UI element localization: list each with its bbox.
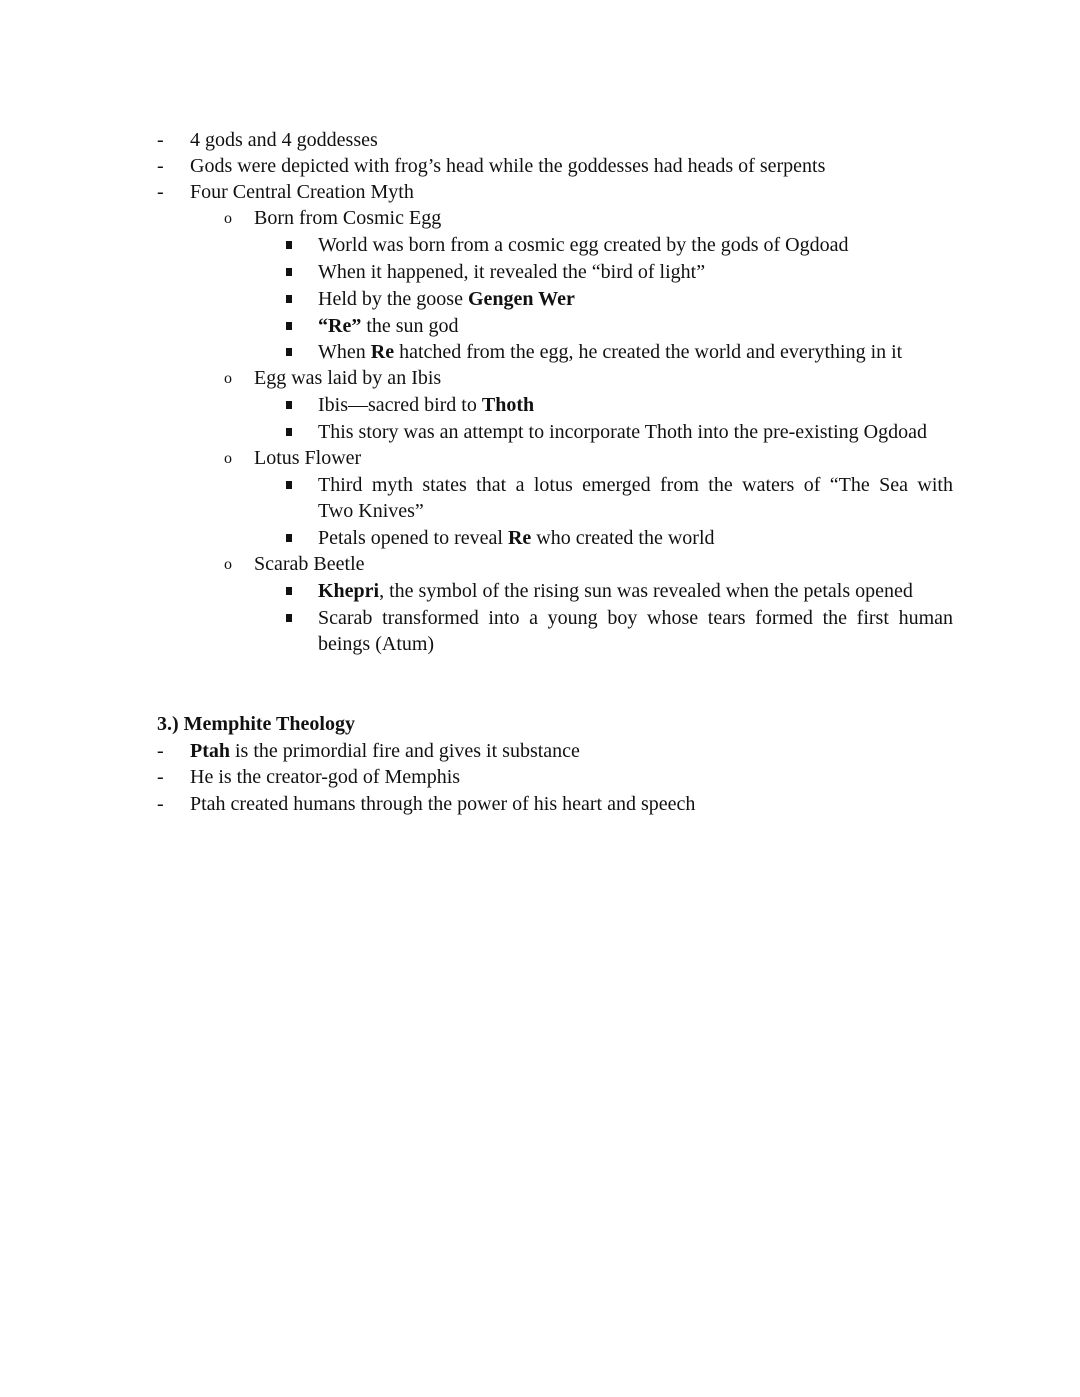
dash-bullet: -	[157, 793, 164, 815]
square-bullet	[286, 348, 292, 356]
list-item: Four Central Creation Myth	[190, 181, 414, 203]
bold-term: Re	[507, 527, 532, 549]
text-segment: is the primordial fire and gives it substance	[230, 740, 580, 762]
myth-title-cosmic-egg: Born from Cosmic Egg	[254, 207, 442, 229]
text-segment: hatched from the egg, he created the world and everything in it	[394, 341, 903, 363]
list-item: He is the creator-god of Memphis	[190, 766, 461, 788]
list-item	[318, 340, 902, 364]
dash-bullet: -	[157, 740, 164, 762]
list-item	[318, 579, 913, 603]
list-item	[318, 526, 715, 550]
list-item: Scarab transformed into a young boy whose tears formed the first human	[318, 607, 953, 629]
square-bullet	[286, 614, 292, 622]
square-bullet	[286, 241, 292, 249]
text-segment: Held by the goose	[318, 288, 468, 310]
text-segment: who created the world	[531, 527, 715, 549]
list-item-continuation: beings (Atum)	[318, 633, 435, 655]
list-item	[190, 739, 580, 763]
square-bullet	[286, 428, 292, 436]
myth-title-ibis: Egg was laid by an Ibis	[254, 367, 442, 389]
list-item: Gods were depicted with frog’s head while the goddesses had heads of serpents	[190, 155, 826, 177]
bold-term: Khepri	[318, 580, 380, 602]
circle-bullet: o	[224, 556, 232, 573]
bold-term: Thoth	[481, 394, 535, 416]
square-bullet	[286, 295, 292, 303]
list-item: This story was an attempt to incorporate Thoth into the pre-existing Ogdoad	[318, 421, 927, 443]
text-segment: Petals opened to reveal	[318, 527, 508, 549]
square-bullet	[286, 587, 292, 595]
circle-bullet: o	[224, 450, 232, 467]
square-bullet	[286, 481, 292, 489]
circle-bullet: o	[224, 370, 232, 387]
bold-term: “Re”	[318, 315, 362, 337]
section-heading: 3.) Memphite Theology	[157, 713, 355, 735]
list-item	[318, 287, 575, 311]
text-segment: the sun god	[361, 315, 459, 337]
dash-bullet: -	[157, 155, 164, 177]
square-bullet	[286, 268, 292, 276]
list-item	[318, 314, 459, 338]
bold-term: Ptah	[190, 740, 230, 762]
dash-bullet: -	[157, 766, 164, 788]
circle-bullet: o	[224, 210, 232, 227]
dash-bullet: -	[157, 181, 164, 203]
list-item	[318, 393, 534, 417]
list-item-continuation: Two Knives”	[318, 500, 424, 522]
square-bullet	[286, 401, 292, 409]
bold-term: Gengen Wer	[467, 288, 575, 310]
list-item: Ptah created humans through the power of his heart and speech	[190, 793, 696, 815]
list-item: 4 gods and 4 goddesses	[190, 129, 378, 151]
list-item: When it happened, it revealed the “bird of light”	[318, 261, 706, 283]
dash-bullet: -	[157, 129, 164, 151]
list-item: World was born from a cosmic egg created by the gods of Ogdoad	[318, 234, 849, 256]
text-segment: , the symbol of the rising sun was revealed when the petals opened	[379, 580, 913, 602]
square-bullet	[286, 322, 292, 330]
bold-term: Re	[370, 341, 395, 363]
square-bullet	[286, 534, 292, 542]
text-segment: When	[318, 341, 371, 363]
myth-title-lotus: Lotus Flower	[254, 447, 362, 469]
text-segment: Ibis—sacred bird to	[318, 394, 482, 416]
myth-title-scarab: Scarab Beetle	[254, 553, 365, 575]
list-item: Third myth states that a lotus emerged from the waters of “The Sea with	[318, 474, 953, 496]
